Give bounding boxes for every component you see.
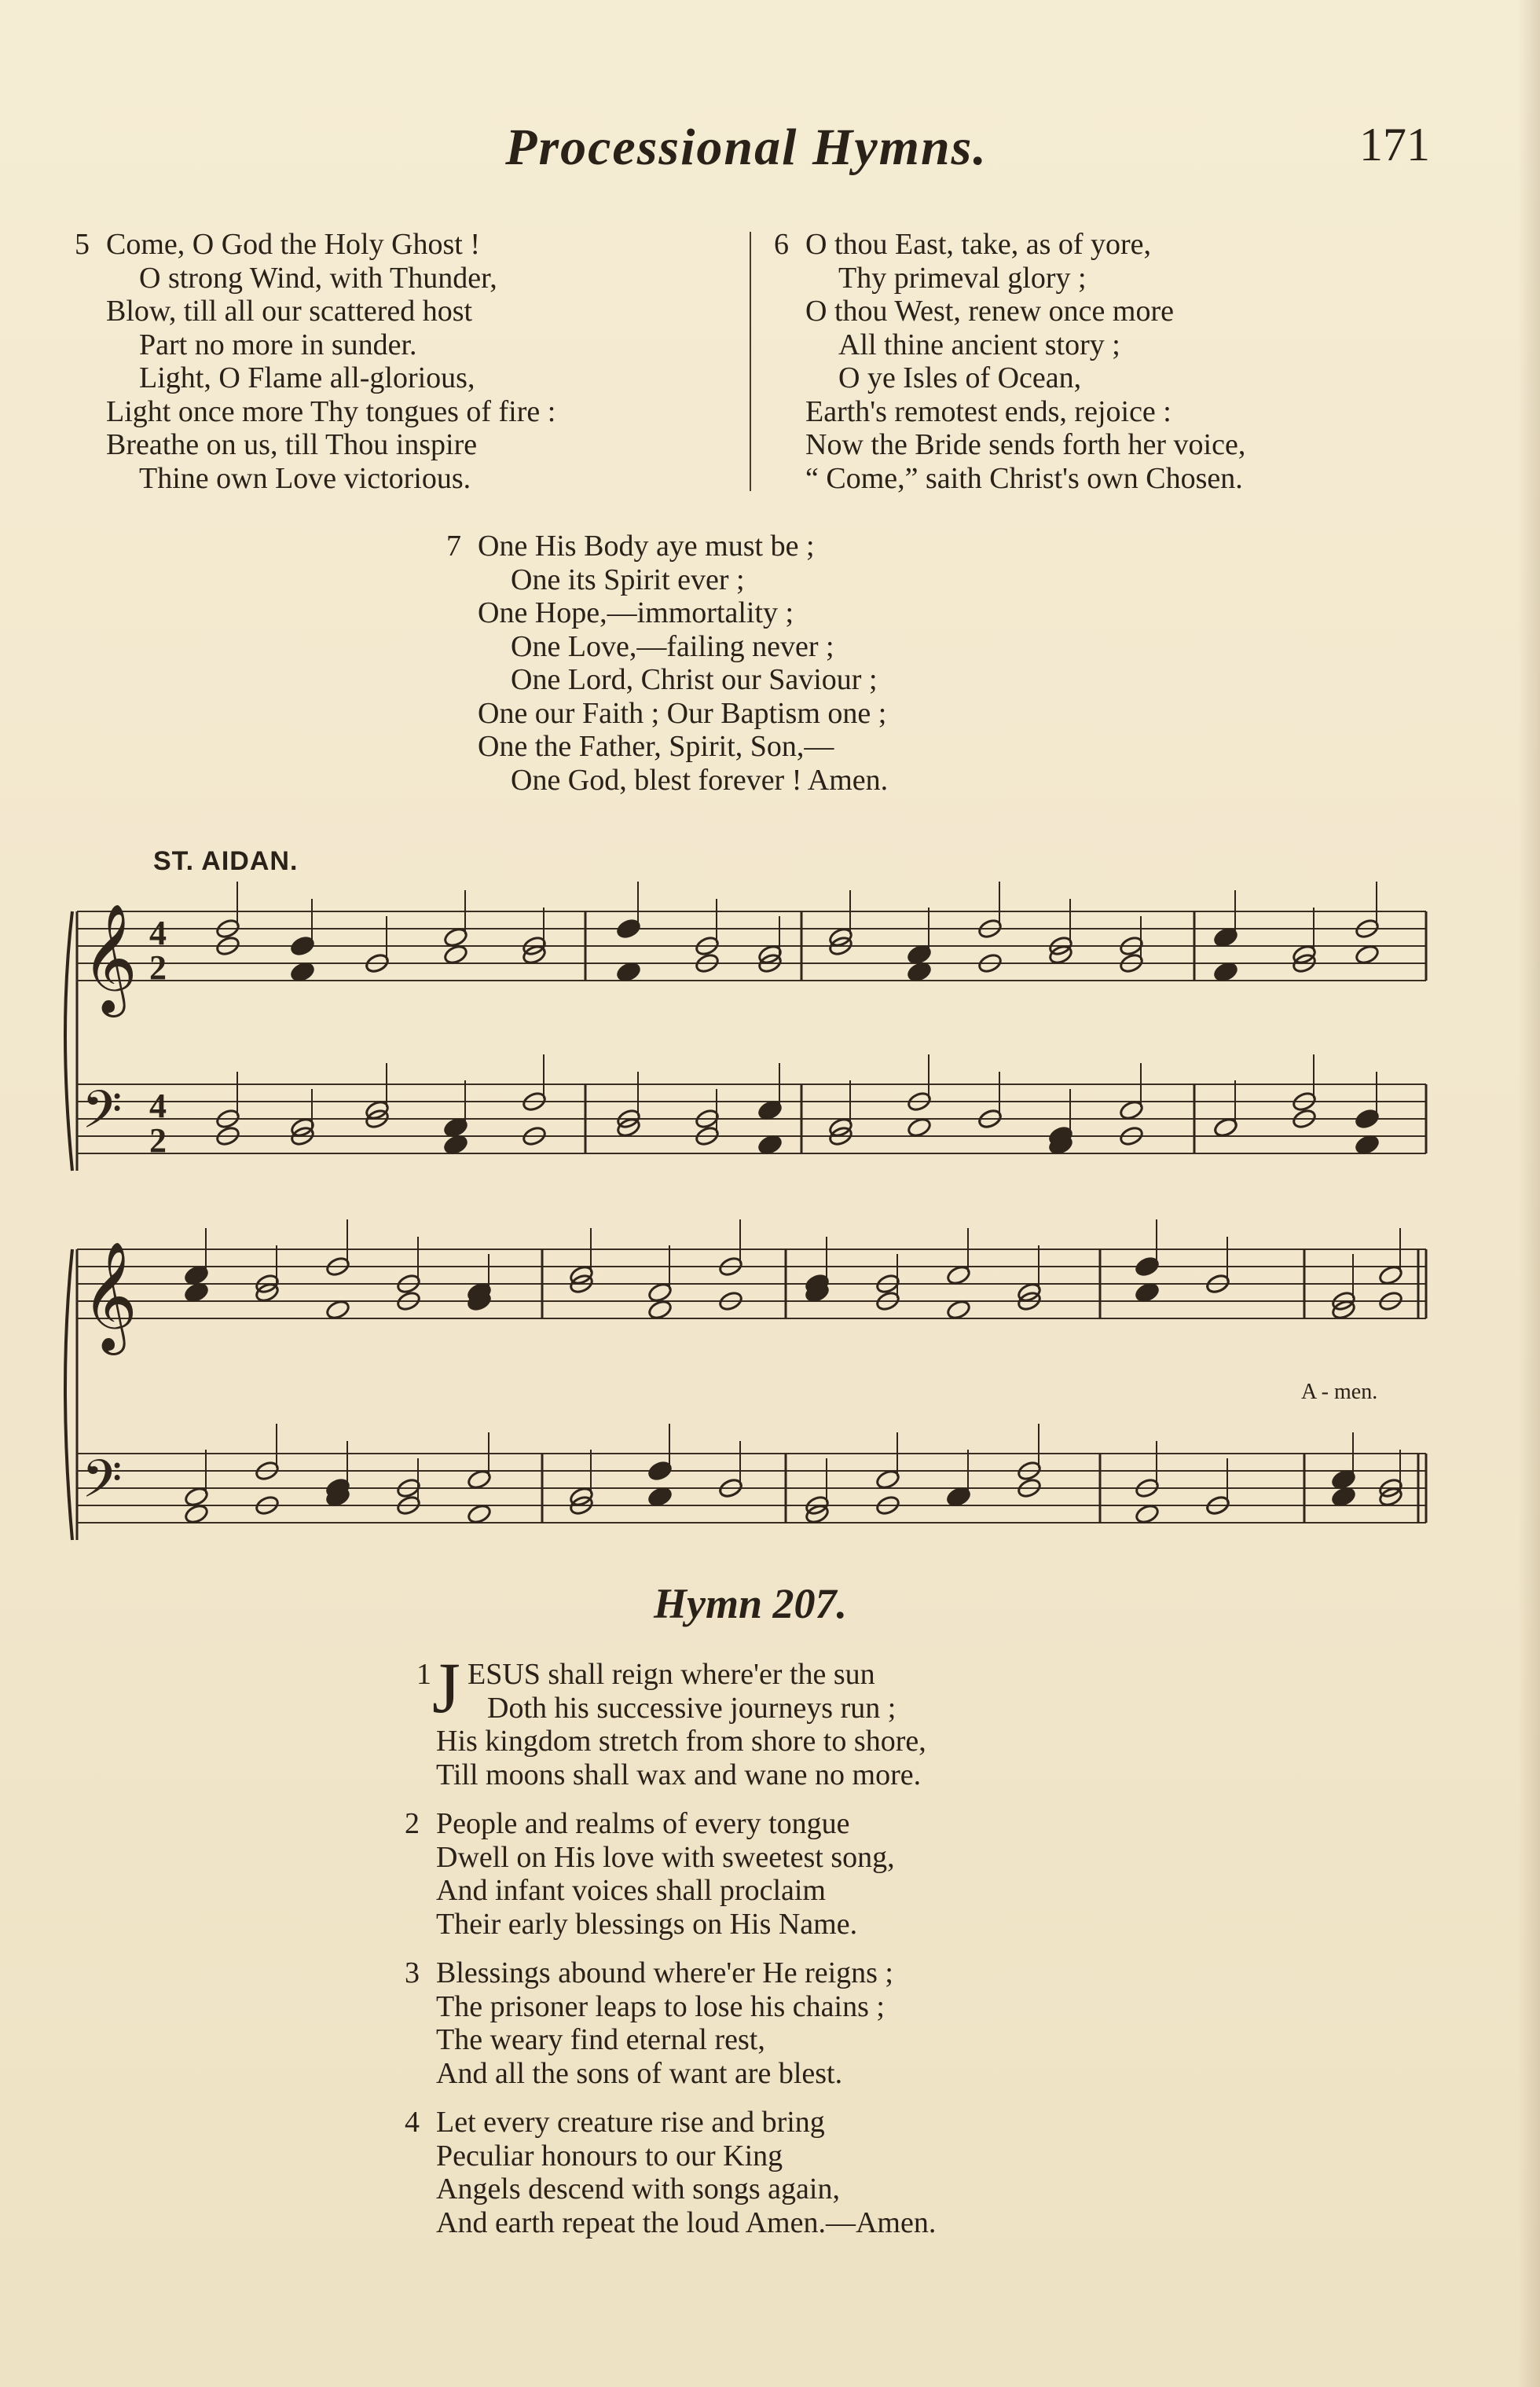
verse-line: Light once more Thy tongues of fire : [106,394,556,428]
note-head [443,944,469,966]
verse-line: Peculiar honours to our King [436,2139,783,2172]
note-head [1135,1503,1160,1525]
verse-line: Dwell on His love with sweetest song, [436,1840,895,1874]
verse-line: And infant voices shall proclaim [436,1874,826,1907]
verse-line: Till moons shall wax and wane no more. [436,1758,922,1791]
verse-line: People and realms of every tongue [436,1807,850,1840]
note-head [1213,961,1239,983]
verse-line: And all the sons of want are blest. [436,2056,843,2090]
note-head [1355,1134,1380,1156]
time-signature-bottom: 2 [149,1121,167,1160]
verse-line: Breathe on us, till Thou inspire [106,428,478,461]
bass-clef: 𝄢 [82,1449,123,1522]
note-head [467,1503,493,1525]
verse-line: One our Faith ; Our Baptism one ; [478,696,887,730]
music-system-1 [63,888,1430,1186]
verse-line: One His Body aye must be ; [478,530,815,563]
note-head [443,1134,469,1156]
verse-line: Their early blessings on His Name. [436,1907,858,1941]
verse-line: O ye Isles of Ocean, [838,361,1082,394]
verse-line: One Hope,—immortality ; [478,596,794,629]
note-head [647,1299,673,1321]
hymn-stanza-1 [416,1658,926,1791]
note-head [946,1299,972,1321]
note-head [616,961,642,983]
verse-line: Blessings abound where'er He reigns ; [436,1956,893,1989]
verse-line: Part no more in sunder. [139,328,417,361]
verse-line: Blow, till all our scattered host [106,295,473,328]
treble-clef: 𝄞 [82,904,138,1013]
hymn-stanza-2 [405,1807,895,1941]
note-head [907,1116,933,1138]
system-brace [65,911,72,1171]
hymn-stanza-4 [405,2106,937,2239]
stanza-6 [774,228,1246,495]
hymn-stanza-3 [405,1956,893,2090]
verse-line: Angels descend with songs again, [436,2172,840,2206]
note-head [907,961,933,983]
verse-line: One God, blest forever ! Amen. [511,763,889,797]
tune-name: ST. AIDAN. [153,846,299,876]
page-number: 171 [1359,119,1430,170]
verse-line: O thou West, renew once more [805,295,1174,328]
note-head [325,1299,351,1321]
verse-line: Come, O God the Holy Ghost ! [106,228,481,261]
stanza-number: 2 [405,1807,420,1840]
note-head [647,1486,673,1508]
verse-line: His kingdom stretch from shore to shore, [436,1725,926,1758]
stanza-number: 5 [75,228,90,261]
stanza-number: 4 [405,2106,420,2139]
note-head [757,1134,783,1156]
bass-clef: 𝄢 [82,1080,123,1153]
verse-line: O strong Wind, with Thunder, [139,261,497,295]
column-divider [750,232,751,491]
verse-line: “ Come,” saith Christ's own Chosen. [805,461,1243,495]
verse-line: One its Spirit ever ; [511,563,745,596]
stanza-number: 6 [774,228,789,261]
verse-line: All thine ancient story ; [838,328,1120,361]
verse-line: And earth repeat the loud Amen.—Amen. [436,2206,937,2239]
verse-line: Thine own Love victorious. [139,461,471,495]
verse-line: ESUS shall reign where'er the sun [468,1658,875,1691]
note-head [290,961,316,983]
stanza-number: 3 [405,1956,420,1989]
amen-label: A - men. [1301,1380,1378,1404]
verse-line: Light, O Flame all-glorious, [139,361,475,394]
bass-staff [77,1454,1426,1523]
verse-line: Earth's remotest ends, rejoice : [805,394,1172,428]
running-head: Processional Hymns. [505,119,988,176]
verse-line: Thy primeval glory ; [838,261,1087,295]
note-head [1331,1486,1357,1508]
note-head [1135,1282,1160,1304]
verse-line: One Lord, Christ our Saviour ; [511,663,878,696]
page-edge-shadow [1518,0,1540,2387]
stanza-number: 7 [446,530,461,563]
verse-line: Doth his successive journeys run ; [487,1691,896,1725]
note-head [184,1503,210,1525]
stanza-5 [75,228,556,495]
bass-staff [77,1084,1426,1153]
verse-line: The prisoner leaps to lose his chains ; [436,1989,885,2023]
verse-line: Now the Bride sends forth her voice, [805,428,1246,461]
time-signature-bottom: 2 [149,948,167,987]
time-signature-top: 4 [149,914,167,952]
treble-staff [77,1249,1426,1318]
note-head [184,1282,210,1304]
stanza-number: 1 [416,1658,431,1691]
verse-line: The weary find eternal rest, [436,2023,765,2056]
verse-line: One the Father, Spirit, Son,— [478,730,834,763]
verse-line: One Love,—failing never ; [511,629,834,663]
drop-cap: J [432,1648,460,1728]
time-signature-top: 4 [149,1087,167,1125]
system-brace [65,1249,72,1540]
verse-line: Let every creature rise and bring [436,2106,825,2139]
note-head [1355,944,1380,966]
verse-line: O thou East, take, as of yore, [805,228,1152,261]
stanza-7 [446,530,889,797]
hymn-title: Hymn 207. [653,1580,847,1627]
music-system-2 [63,1234,1430,1548]
treble-clef: 𝄞 [82,1241,138,1351]
